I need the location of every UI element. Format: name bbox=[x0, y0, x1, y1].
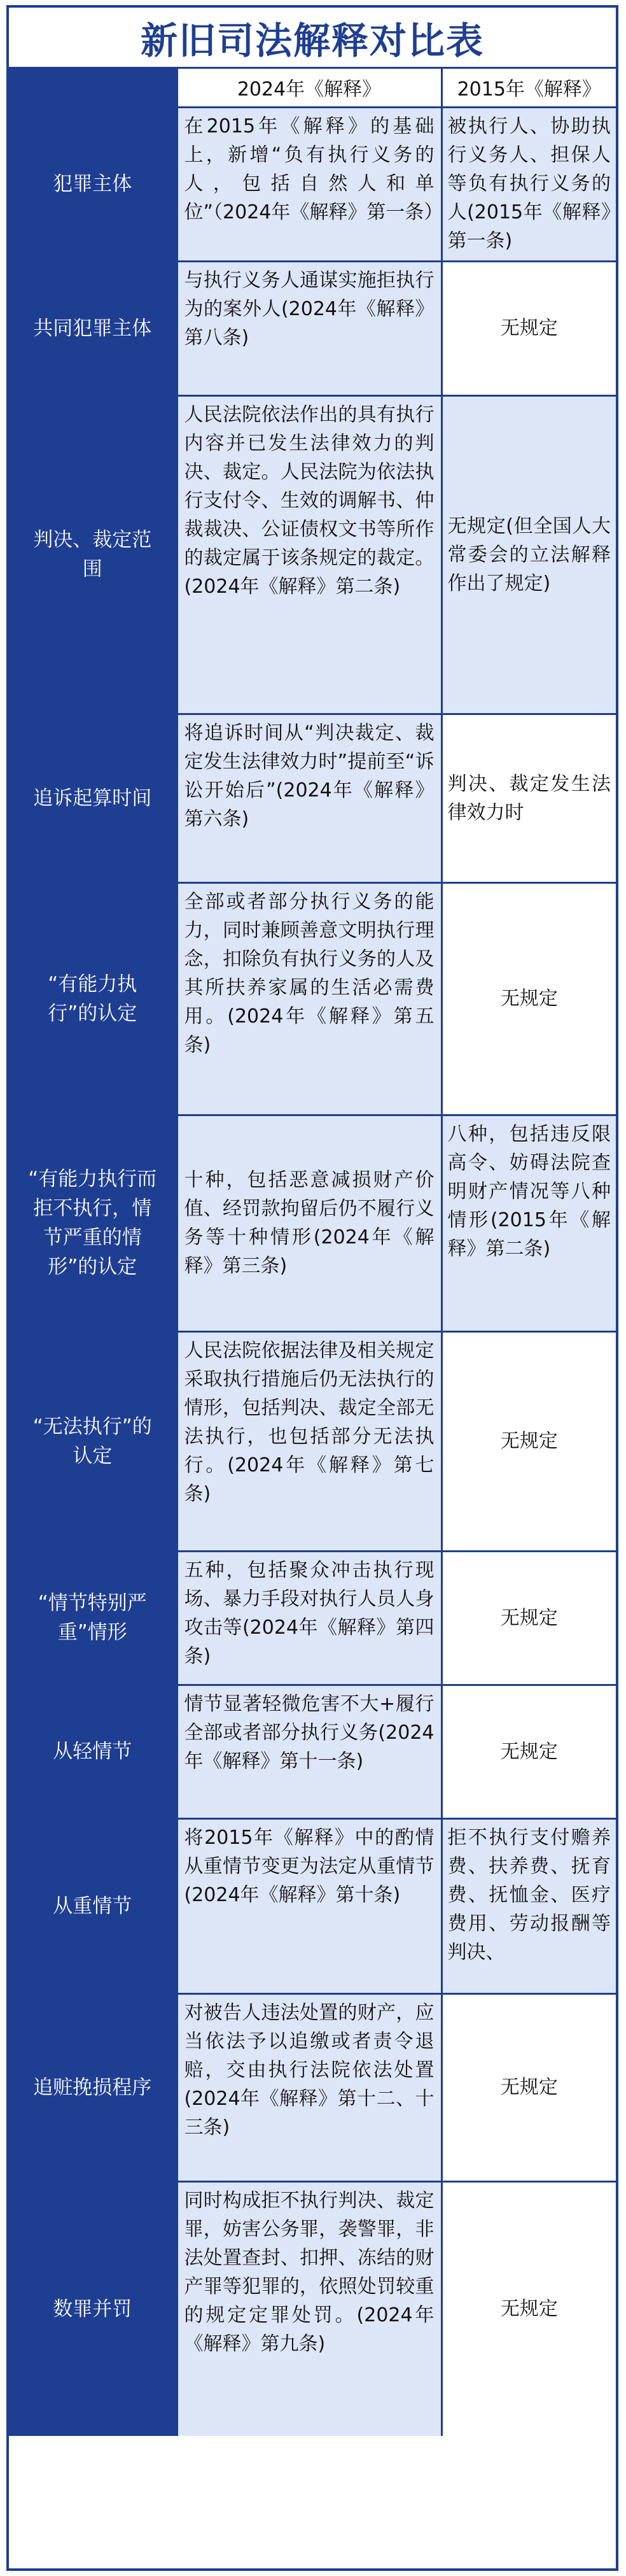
row-label: 从重情节 bbox=[9, 1818, 177, 1993]
header-2024: 2024年《解释》 bbox=[177, 69, 442, 107]
table-row bbox=[9, 2181, 616, 2436]
cell-2015: 无规定 bbox=[442, 882, 616, 1115]
comparison-table-frame bbox=[6, 5, 618, 2571]
table-row bbox=[9, 1551, 616, 1685]
cell-2015: 无规定 bbox=[442, 1331, 616, 1551]
cell-2015: 八种，包括违反限高令、妨碍法院查明财产情况等八种情形(2015年《解释》第二条) bbox=[442, 1115, 616, 1331]
row-label: 追诉起算时间 bbox=[9, 714, 177, 882]
table-row bbox=[9, 1818, 616, 1993]
table-row bbox=[9, 1331, 616, 1551]
table-row bbox=[9, 714, 616, 882]
row-label: 共同犯罪主体 bbox=[9, 261, 177, 395]
table-row bbox=[9, 261, 616, 395]
cell-2024: 五种，包括聚众冲击执行现场、暴力手段对执行人员人身攻击等(2024年《解释》第四条) bbox=[177, 1551, 442, 1685]
table-row bbox=[9, 107, 616, 261]
cell-2024: 将追诉时间从“判决裁定、裁定发生法律效力时”提前至“诉讼开始后”(2024年《解释》第六条) bbox=[177, 714, 442, 882]
cell-2024: 全部或者部分执行义务的能力，同时兼顾善意文明执行理念，扣除负有执行义务的人及其所扶养家属的生活必需费用。(2024年《解释》第五条) bbox=[177, 882, 442, 1115]
table-row bbox=[9, 1993, 616, 2181]
row-label: “无法执行”的认定 bbox=[9, 1331, 177, 1551]
header-corner-cell bbox=[9, 69, 177, 107]
cell-2024: 与执行义务人通谋实施拒执行为的案外人(2024年《解释》第八条) bbox=[177, 261, 442, 395]
cell-2024: 十种，包括恶意减损财产价值、经罚款拘留后仍不履行义务等十种情形(2024年《解释》第三条) bbox=[177, 1115, 442, 1331]
cell-2015: 判决、裁定发生法律效力时 bbox=[442, 714, 616, 882]
cell-2024: 人民法院依据法律及相关规定采取执行措施后仍无法执行的情形，包括判决、裁定全部无法执行，也包括部分无法执行。(2024年《解释》第七条) bbox=[177, 1331, 442, 1551]
header-2015: 2015年《解释》 bbox=[442, 69, 616, 107]
page-title: 新旧司法解释对比表 bbox=[9, 8, 616, 69]
cell-2024: 将2015年《解释》中的酌情从重情节变更为法定从重情节(2024年《解释》第十条) bbox=[177, 1818, 442, 1993]
cell-2024: 情节显著轻微危害不大+履行全部或者部分执行义务(2024年《解释》第十一条) bbox=[177, 1685, 442, 1818]
row-label: “有能力执行”的认定 bbox=[9, 882, 177, 1115]
cell-2015: 无规定 bbox=[442, 1993, 616, 2181]
cell-2015: 无规定(但全国人大常委会的立法解释作出了规定) bbox=[442, 395, 616, 714]
row-label: 犯罪主体 bbox=[9, 107, 177, 261]
row-label: “情节特别严重”情形 bbox=[9, 1551, 177, 1685]
row-label: 从轻情节 bbox=[9, 1685, 177, 1818]
cell-2015: 无规定 bbox=[442, 261, 616, 395]
cell-2015: 被执行人、协助执行义务人、担保人等负有执行义务的人(2015年《解释》第一条) bbox=[442, 107, 616, 261]
table-row bbox=[9, 1685, 616, 1818]
cell-2015: 无规定 bbox=[442, 2181, 616, 2436]
row-label: “有能力执行而拒不执行，情节严重的情形”的认定 bbox=[9, 1115, 177, 1331]
header-row bbox=[9, 69, 616, 107]
cell-2024: 对被告人违法处置的财产，应当依法予以追缴或者责令退赔，交由执行法院依法处置(2024年《解释》第十二、十三条) bbox=[177, 1993, 442, 2181]
comparison-table bbox=[9, 69, 616, 2436]
table-row bbox=[9, 1115, 616, 1331]
table-row bbox=[9, 882, 616, 1115]
table-row bbox=[9, 395, 616, 714]
cell-2015: 无规定 bbox=[442, 1685, 616, 1818]
cell-2024: 同时构成拒不执行判决、裁定罪，妨害公务罪，袭警罪，非法处置查封、扣押、冻结的财产罪等犯罪的，依照处罚较重的规定定罪处罚。(2024年《解释》第九条) bbox=[177, 2181, 442, 2436]
row-label: 数罪并罚 bbox=[9, 2181, 177, 2436]
cell-2015: 无规定 bbox=[442, 1551, 616, 1685]
cell-2015: 拒不执行支付赡养费、扶养费、抚育费、抚恤金、医疗费用、劳动报酬等判决、 bbox=[442, 1818, 616, 1993]
cell-2024: 人民法院依法作出的具有执行内容并已发生法律效力的判决、裁定。人民法院为依法执行支付令、生效的调解书、仲裁裁决、公证债权文书等所作的裁定属于该条规定的裁定。(2024年《解释》第二条) bbox=[177, 395, 442, 714]
row-label: 判决、裁定范围 bbox=[9, 395, 177, 714]
cell-2024: 在2015年《解释》的基础上，新增“负有执行义务的人，包括自然人和单位”（2024年《解释》第一条） bbox=[177, 107, 442, 261]
row-label: 追赃挽损程序 bbox=[9, 1993, 177, 2181]
